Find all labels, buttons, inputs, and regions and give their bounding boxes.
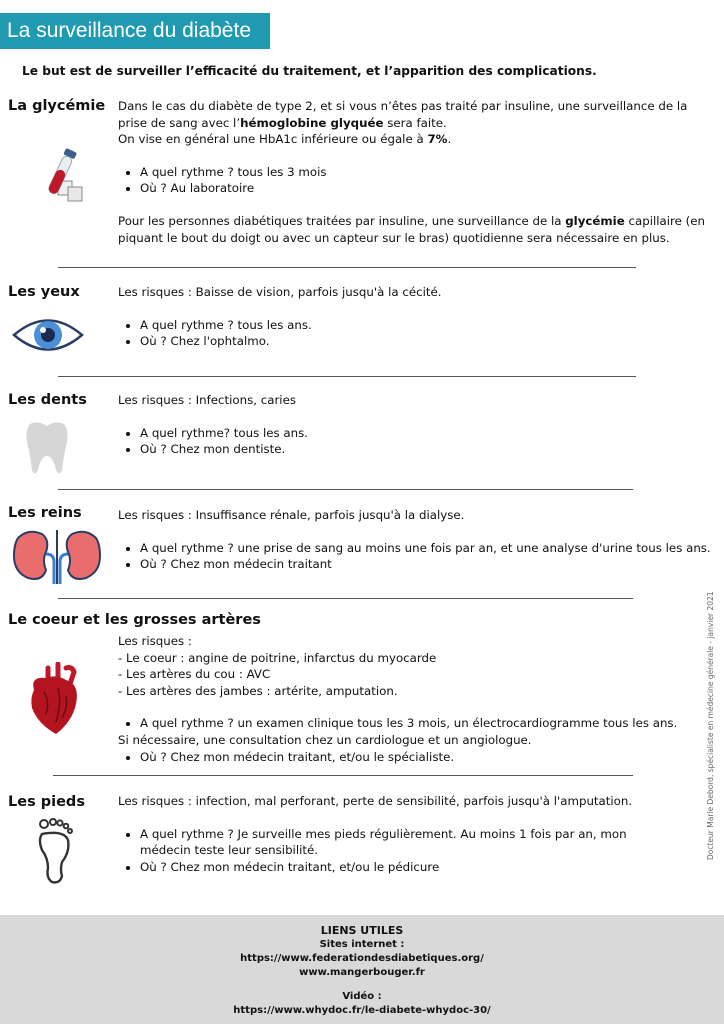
section-heading-reins: Les reins	[8, 505, 82, 521]
section-heading-yeux: Les yeux	[8, 284, 80, 300]
link-whydoc[interactable]: https://www.whydoc.fr/le-diabete-whydoc-30/	[233, 1005, 491, 1016]
intro-text: Le but est de surveiller l’efficacité du traitement, et l’apparition des complications.	[22, 64, 597, 78]
eye-icon	[12, 312, 84, 362]
foot-icon	[34, 818, 74, 890]
divider	[53, 775, 633, 776]
blood-tube-icon	[28, 145, 90, 211]
list-item: • A quel rythme ? un examen clinique tous les 3 mois, un électrocardiogramme tous les ans.	[140, 715, 718, 732]
list-item: • Où ? Chez l'ophtalmo.	[140, 333, 718, 350]
page-title: La surveillance du diabète	[0, 13, 270, 49]
section-heading-dents: Les dents	[8, 392, 87, 408]
tooth-icon	[24, 420, 70, 482]
divider	[58, 267, 636, 268]
yeux-text: Les risques : Baisse de vision, parfois jusqu'à la cécité. • A quel rythme ? tous les ans. • Où ? Chez l'ophtalmo.	[118, 284, 718, 350]
list-item: • Où ? Chez mon médecin traitant	[140, 556, 718, 573]
section-heading-glycemie: La glycémie	[8, 98, 106, 114]
video-label: Vidéo :	[342, 991, 382, 1002]
divider	[58, 376, 636, 377]
kidneys-icon	[12, 528, 102, 588]
heart-icon	[26, 662, 82, 740]
reins-text: Les risques : Insuffisance rénale, parfois jusqu'à la dialyse. • A quel rythme ? une prise de sang au moins une fois par an, et une analyse d'urine tous les ans. • Où ? Chez mon médecin traitant	[118, 507, 718, 573]
pieds-text: Les risques : infection, mal perforant, perte de sensibilité, parfois jusqu'à l'amputation. • A quel rythme ? Je surveille mes pieds régulièrement. Au moins 1 fois par an, mon médecin teste leur sensibilité. • Où ? Chez mon médecin traitant, et/ou le pédicure	[118, 793, 718, 875]
footer-title: LIENS UTILES	[320, 924, 404, 937]
section-heading-coeur: Le coeur et les grosses artères	[8, 612, 261, 628]
coeur-text: Les risques : - Le coeur : angine de poitrine, infarctus du myocarde - Les artères du cou : AVC - Les artères des jambes : artérite, amputation. • A quel rythme ? un examen clinique tous les 3 mois, un électrocardiogramme tous les ans. Si nécessaire, une consultation chez un cardiologue et un angiologue. • Où ? Chez mon médecin traitant, et/ou le spécialiste.	[118, 633, 718, 765]
section-heading-pieds: Les pieds	[8, 794, 85, 810]
list-item: • A quel rythme ? Je surveille mes pieds régulièrement. Au moins 1 fois par an, mon médecin teste leur sensibilité.	[140, 826, 670, 859]
sites-label: Sites internet :	[319, 939, 405, 950]
link-federation[interactable]: https://www.federationdesdiabetiques.org/	[240, 953, 484, 964]
link-mangerbouger[interactable]: www.mangerbouger.fr	[299, 967, 425, 978]
list-item: • A quel rythme? tous les ans.	[140, 425, 718, 442]
side-note: Docteur Marie Debord, spécialiste en médecine générale - janvier 2021	[706, 591, 715, 860]
list-item: • A quel rythme ? tous les ans.	[140, 317, 718, 334]
list-item: • Où ? Chez mon médecin traitant, et/ou le pédicure	[140, 859, 670, 876]
divider	[58, 598, 633, 599]
dents-text: Les risques : Infections, caries • A quel rythme? tous les ans. • Où ? Chez mon dentiste.	[118, 392, 718, 458]
list-item: • A quel rythme ? une prise de sang au moins une fois par an, et une analyse d'urine tous les ans.	[140, 540, 718, 557]
list-item: • Où ? Au laboratoire	[140, 180, 718, 197]
glycemie-text: Dans le cas du diabète de type 2, et si vous n’êtes pas traité par insuline, une surveillance de la prise de sang avec l’hémoglobine glyquée sera faite. On vise en général une HbA1c inférieure ou égale à 7%. • A quel rythme ? tous les 3 mois • Où ? Au laboratoire Pour les personnes diabétiques traitées par insuline, une surveillance de la glycémie capillaire (en piquant le bout du doigt ou avec un capteur sur le bras) quotidienne sera nécessaire en plus.	[118, 98, 718, 246]
footer-links	[0, 915, 724, 1024]
list-item: • A quel rythme ? tous les 3 mois	[140, 164, 718, 181]
list-item: • Où ? Chez mon dentiste.	[140, 441, 718, 458]
list-item: • Où ? Chez mon médecin traitant, et/ou le spécialiste.	[140, 749, 718, 766]
divider	[58, 489, 633, 490]
